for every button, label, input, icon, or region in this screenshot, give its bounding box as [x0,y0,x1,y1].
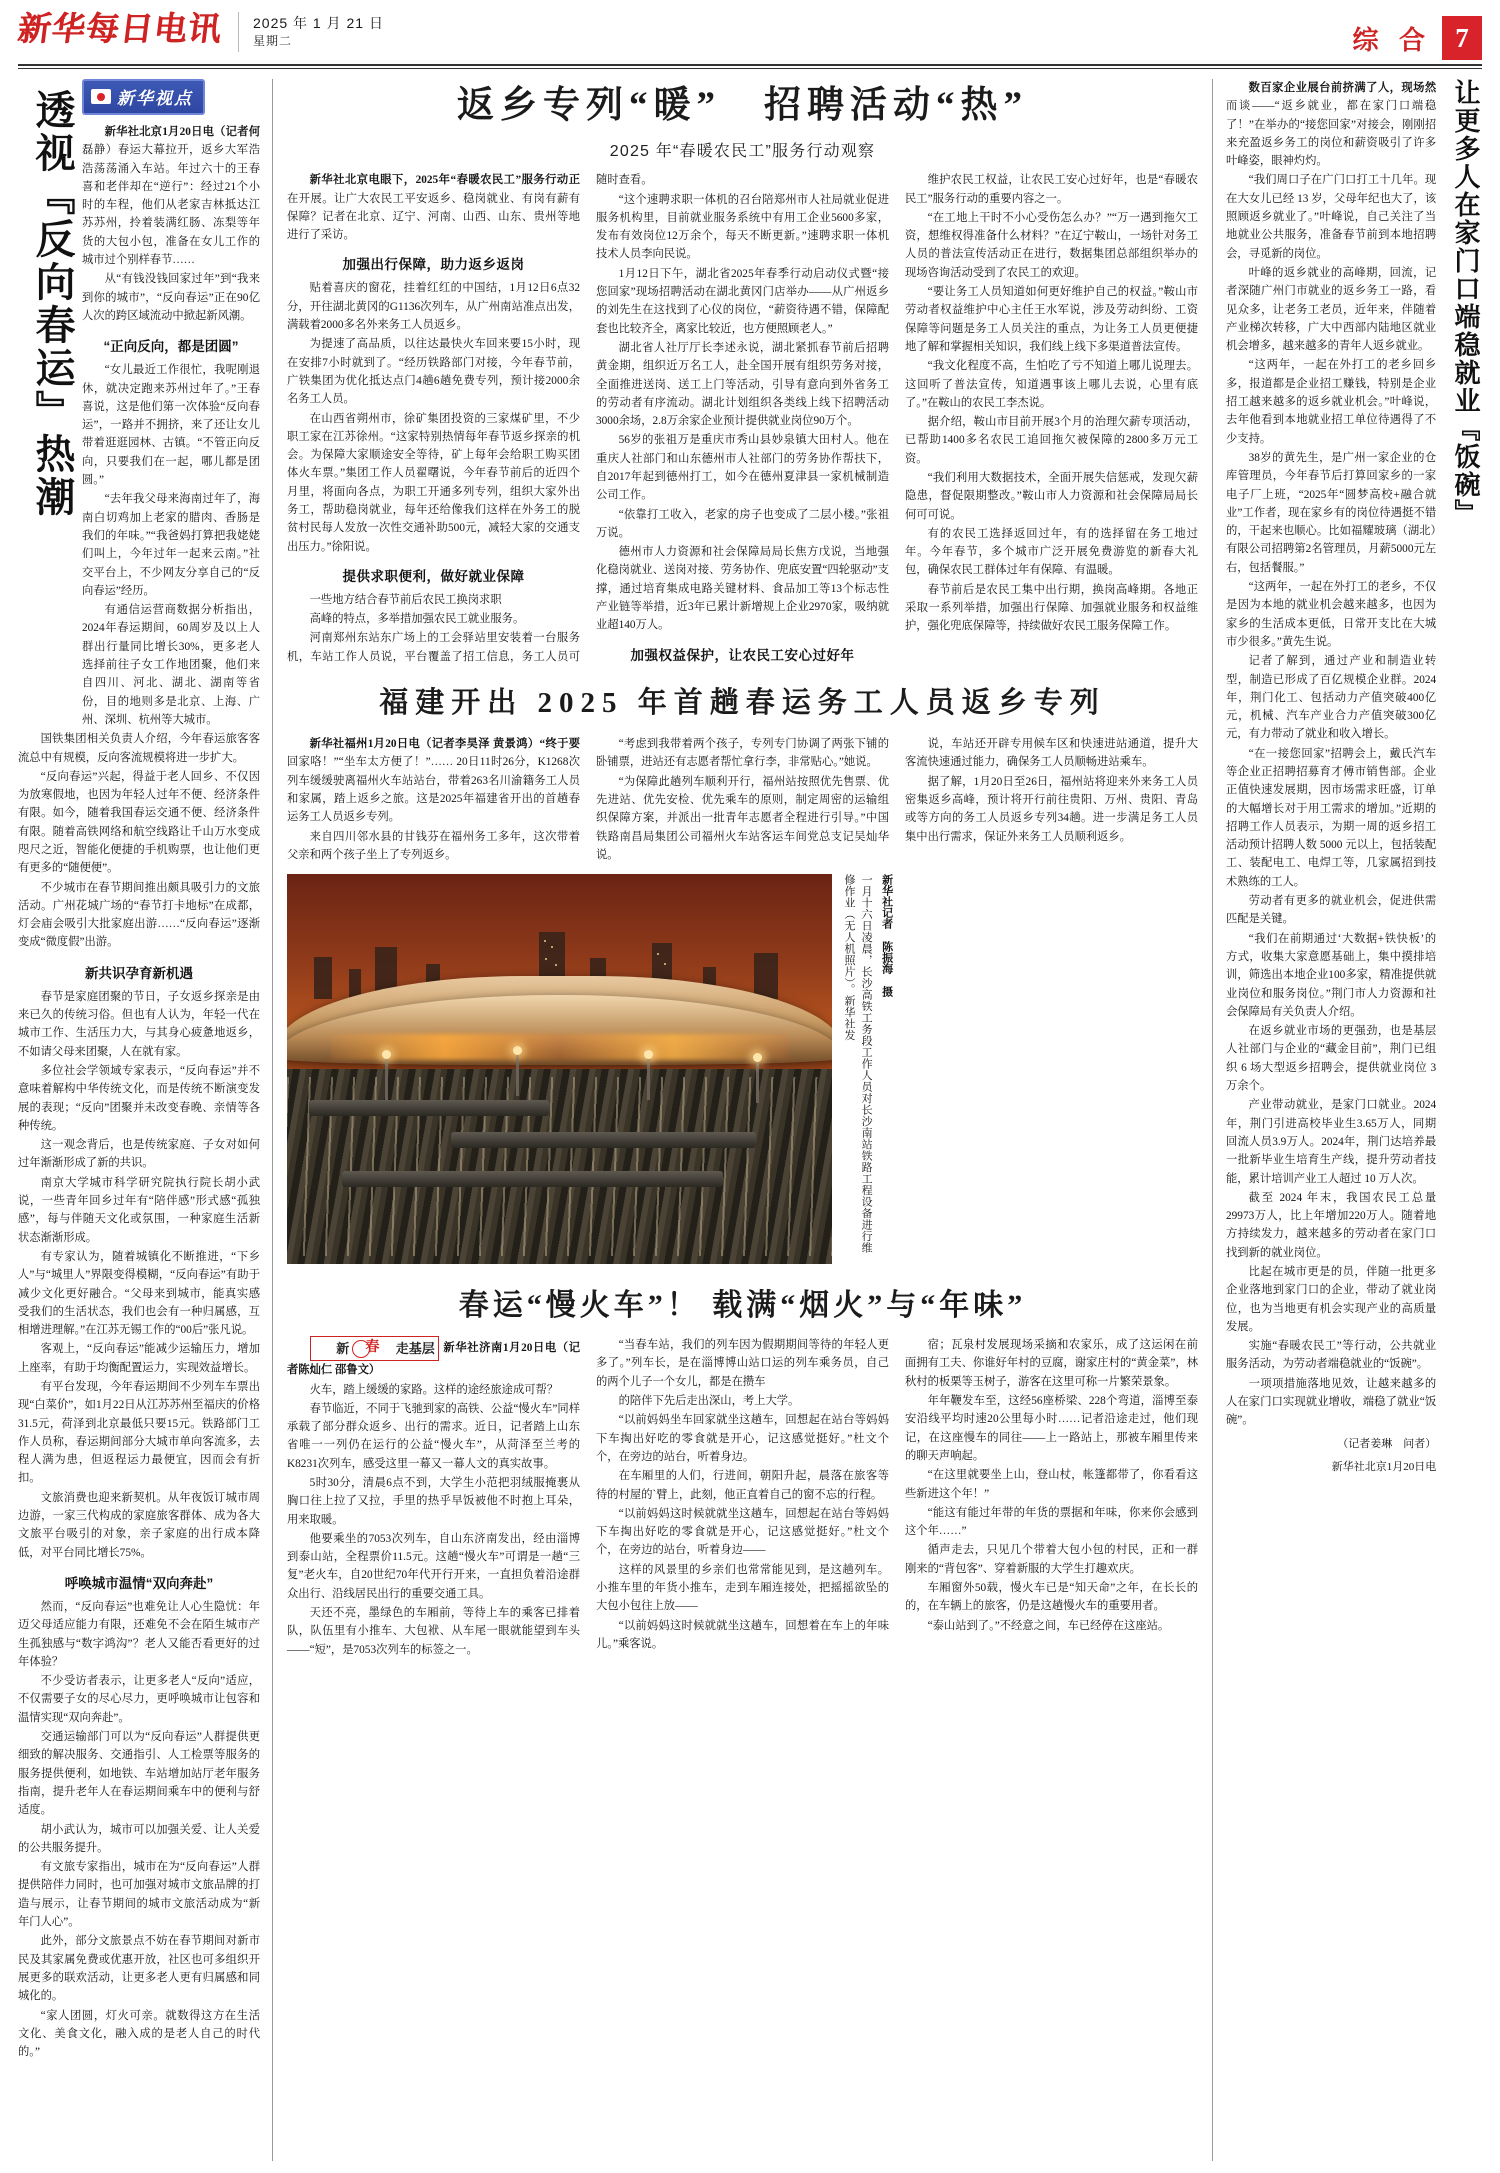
paragraph: 1月12日下午，湖北省2025年春季行动启动仪式暨“接您回家”现场招聘活动在湖北黄冈门店举办——从广州返乡的刘先生在这找到了心仪的岗位，“薪资待遇不错，保障配套也比较齐全，离家比较近，也方便照顾老人。” [596,267,889,335]
main-article-columns [287,171,1198,666]
photo-figure [287,874,1198,1264]
main-headline: 返乡专列“暖” 招聘活动“热” [457,85,1028,126]
middle-column [273,79,1212,2161]
paragraph: 维护农民工权益，让农民工安心过好年，也是“春暖农民工”服务行动的重要内容之一。 [905,174,1198,205]
paragraph: 德州市人力资源和社会保障局局长焦方戊说，当地强化稳岗就业、送岗对接、劳务协作、兜底安置“四轮驱动”支撑，通过培育集成电路关键材料、食品加工等13个标志性产业链等举措，近3年已累计新增规上企业2970家，吸纳就业超140万人。 [596,546,889,632]
xinhua-viewpoint-label: 新华视点 [117,89,193,108]
paragraph: “在工地上干时不小心受伤怎么办？”“万一遇到拖欠工资，想维权得准备什么材料？”在辽宁鞍山，一场针对务工人员的普法宣传活动正在进行，数据集团总部组织举办的现场咨询活动受到了农民工的欢迎。 [905,211,1198,279]
paragraph: 他要乘坐的7053次列车，自山东济南发出，经由淄博到泰山站，全程票价11.5元。这趟“慢火车”可谓是一趟“三复”老火车，自20世纪70年代开行开来，一直担负着沿途群众出行、沿线居民出行的重要交通工具。 [287,1532,580,1600]
paragraph: “当春车站，我们的列车因为假期期间等待的年轻人更多了。”列车长，是在淄博博山站口运的列车乘务员，自己的两个儿子一个女儿，都是在攒车 [596,1339,889,1388]
mid-subheading-2: 提供求职便利，做好就业保障 [342,568,525,584]
mid-subheading-1: 加强出行保障，助力返乡返岗 [342,257,525,273]
paragraph: 实施“春暖农民工”等行动，公共就业服务活动，为劳动者端稳就业的“饭碗”。 [1226,1340,1437,1371]
left-column [18,79,273,2161]
mid-subheading-3: 加强权益保护，让农民工安心过好年 [630,647,855,663]
paragraph: 年年鞭发车至，这经56座桥梁、228个弯道，淄博至泰安沿线平均时速20公里每小时……记者沿途走过，他们现记，在这座慢车的同往——上一路站上，那被车厢里传来的聊天声响起。 [905,1395,1198,1462]
paragraph: 据了解，1月20日至26日，福州站将迎来外来务工人员密集返乡高峰，预计将开行前往贵阳、万州、贵阳、青岛或等方向的务工人员返乡专列34趟。进一步满足务工人员集中出行需求，保证外来务工人员顺利返乡。 [905,775,1198,843]
paragraph: 有专家认为，随着城镇化不断推进，“下乡人”与“城里人”界限变得模糊，“反向春运”有助于减少文化更好融合。“父母来到城市，能真实感受我们的生活状态，我们也会有一种归属感，互相增进理解。”在江苏无锡工作的“00后”张凡说。 [18,1250,260,1337]
issue-weekday: 星期二 [253,33,293,48]
paragraph: 劳动者有更多的就业机会，促进供需匹配是关键。 [1226,895,1437,926]
fujian-article-columns [287,735,1198,864]
paragraph: 南京大学城市科学研究院执行院长胡小武说，一些青年回乡过年有“陪伴感”形式感“孤独感”，每与伴随天文化或氛围，一种家庭生活新状态渐渐形成。 [18,1176,260,1244]
paragraph: 数百家企业展台前挤满了人，现场然而谈——“返乡就业，都在家门口端稳了！”在举办的“接您回家”对接会，刚刚招来充盈返乡务工的岗位和薪资吸引了许多叶峰姿，眼神灼灼。 [1226,82,1437,168]
paragraph: “要让务工人员知道如何更好维护自己的权益。”鞍山市劳动者权益维护中心主任王水军说，涉及劳动纠纷、工资保障等问题是务工人员关注的重点，为让务工人员更便捷地了解和掌握相关知识，我们线上线下多渠道普法宣传。 [905,286,1198,353]
photo-train [309,1100,549,1116]
right-column-flex [1226,79,1482,1477]
slow-dateline: 新华社济南1月20日电（记者陈灿仁 邵鲁文） [287,1342,580,1377]
left-subheading-3: 呼唤城市温情“双向奔赴” [64,1575,214,1591]
paragraph: 来自四川邻水县的甘钱芬在福州务工多年，这次带着父亲和两个孩子坐上了专列返乡。 [287,830,580,861]
paragraph: 为提速了高品质，以往达最快火车回来要15小时，现在安排7小时就到了。“经历铁路部门对接，今年春节前，广铁集团为优化抵达点门4趟6趟免费专列，预计接2000余名务工人员。 [287,338,580,406]
nameplate-logo: 新华每日电讯 [15,12,225,48]
issue-date: 2025 年 1 月 21 日 [253,15,384,31]
left-column-top [18,79,260,730]
paragraph: “能这有能过年带的年货的票据和年味，你来你会感到这个年……” [905,1506,1198,1538]
paragraph: 春节临近，不同于飞驰到家的高铁、公益“慢火车”同样承载了部分群众返乡、出行的需求。近日，记者踏上山东省唯一一列仍在运行的公益“慢火车”，从菏泽至兰考的K8231次列车，感受这里一幕又一幕人文的真实故事。 [287,1402,580,1470]
paragraph: 记者了解到，通过产业和制造业转型，制造已形成了百亿规模企业群。2024年，荆门化工、包括动力产值突破400亿元，机械、汽车产业合力产值突破300亿元，有力带动了就业和收入增长。 [1226,655,1437,741]
paragraph: “家人团圆，灯火可亲。就数得这方在生活文化、美食文化，融入成的是老人自己的时代的。” [18,2009,260,2059]
paragraph: 这样的风景里的乡亲们也常常能见到，是这趟列车。小推车里的年货小推车，走到车厢连接处，把摇摇欲坠的大包小包往上放—— [596,1563,889,1613]
paragraph: 车厢窗外50载，慢火车已是“知天命”之年，在长长的的，在车辆上的旅客，仍是这趟慢火车的重要用者。 [905,1582,1198,1613]
paragraph: “我们在前期通过‘大数据+铁快板’的方式，收集大家意愿基础上，集中摸排培训，筛选出本地企业100多家，精准提供就业岗位和服务岗位。”荆门市人力资源和社会保障局有关负责人介绍。 [1226,932,1437,1018]
paragraph: “我们利用大数据技术，全面开展失信惩戒，发现欠薪隐患，督促限期整改。”鞍山市人力资源和社会保障局局长何可可说。 [905,472,1198,521]
camera-icon [91,89,111,104]
paragraph: 国铁集团相关负责人介绍，今年春运旅客客流总中有规模，反向客流规模将进一步扩大。 [18,733,260,764]
paragraph: “这个速聘求职一体机的召台陪郑州市人社局就业促进服务机构里，目前就业服务系统中有用工企业5600多家，发布有效岗位12万余个，每天不断更新。”速聘求职一体机技术人员李向民说。 [596,193,889,261]
photo-train [342,1171,724,1187]
spring-grassroots-badge [310,1336,439,1361]
paragraph: “在一接您回家”招聘会上，戴氏汽车等企业正招聘招募育才傅市销售部。企业正值快速发展期，因市场需求旺盛，订单的大幅增长对于用工需求的增加。”近期的招聘工作人员表示，为期一周的返乡招工活动预计招聘人数 5000 元以上，包括装配工、装配电工、电焊工等，几家属招到技术熟练的工人。 [1226,747,1437,888]
paragraph: “考虑到我带着两个孩子，专列专门协调了两张下铺的卧铺票，进站还有志愿者帮忙拿行李，非常贴心。”她说。 [596,738,889,769]
right-column-body [1226,79,1442,1477]
paragraph: 的陪伴下先后走出深山，考上大学。 [618,1395,800,1408]
paragraph: 湖北省人社厅厅长李述永说，湖北紧抓春节前后招聘黄金期，组织近万名工人，赴全国开展有组织劳务对接，全面推进送岗、送工上门等活动，引导有意向到外省务工的劳动者有序流动。湖北计划组织各类线上线下招聘活动3000余场，2.8万余家企业预计提供就业岗位90万个。 [596,341,889,428]
xinhua-viewpoint-badge [82,79,205,115]
slow-train-columns [287,1336,1198,1659]
right-vertical-headline: 让更多人在家门口端稳就业『饭碗』 [1451,79,1480,527]
paragraph: 高峰的特点，多举措加强农民工就业服务。 [309,613,525,626]
paragraph: 叶峰的返乡就业的高峰期，回流，记者深随广州门市就业的返乡务工一路，看见众多，让老务工老员，近年来，伴随着产业梯次转移，广大中西部内陆地区就业机会增多，越来越多的青年人返乡就业。 [1226,266,1437,353]
paragraph: “我们周口子在广门口打工十几年。现在大女儿已经 13 岁，父母年纪也大了，该照顾返乡就业了。”叶峰说，自己关注了当地就业公共服务，准备春节前到本地招聘会，寻觅新的岗位。 [1226,174,1437,260]
paragraph: 文旅消费也迎来新契机。从年夜饭订城市周边游，一家三代构成的家庭旅客群体、成为各大文旅平台吸引的对象，亲子家庭的出行成本降低，对平台同比增长75%。 [18,1491,260,1559]
paragraph: 多位社会学领域专家表示，“反向春运”并不意味着解构中华传统文化，而是传统不断演变发展的表现；“反向”团聚并未改变春晚、亲情等各种传统。 [18,1064,260,1132]
paragraph: 火车，踏上缓缓的家路。这样的途经旅途成可帮？ [309,1383,559,1396]
paragraph: 有平台发现，今年春运期间不少列车车票出现“白菜价”，如1月22日从江苏苏州至福庆的价格31.5元，荷泽到北京最低只要15元。铁路部门工作人员称，春运期间部分大城市单向客流多，去程人满为患，但返程运力最便宜，因而会有折扣。 [18,1381,260,1485]
paragraph: 在返乡就业市场的更强劲，也是基层人社部门与企业的“藏金目前”，荆门已组织 6 场大型返乡招聘会，提供就业岗位 3 万余个。 [1226,1025,1437,1093]
main-subtitle: 2025 年“春暖农民工”服务行动观察 [609,143,876,161]
left-vertical-headline: 透视『反向春运』热潮 [30,89,75,519]
page-number-badge: 7 [1442,16,1482,60]
right-tail-credit: （记者姜琳 问者） [1337,1437,1437,1450]
paragraph: 截至 2024 年末，我国农民工总量29973万人，比上年增加220万人。随着地方持续发力，越来越多的劳动者在家门口找到新的就业岗位。 [1226,1191,1437,1259]
paragraph: “泰山站到了。”不经意之间，车已经停在这座站。 [927,1619,1170,1632]
paragraph: 从“有钱没钱回家过年”到“我来到你的城市”，“反向春运”正在90亿人次的跨区域流动中掀起新风潮。 [82,273,260,322]
left-column-body [82,79,260,730]
right-tail-dateline: 新华社北京1月20日电 [1331,1461,1437,1474]
left-subheading-2: 新共识孕育新机遇 [85,965,193,981]
paragraph: 新华社福州1月20日电（记者李昊泽 黄景鸿）“终于要回家咯！”“坐车太方便了！”…… 20日11时26分，K1268次列车缓缓驶离福州火车站站台，带着263名川渝籍务工人员和家属，踏上返乡之旅。这是2025年福建省开出的首趟春运务工人员返乡专列。 [287,738,580,824]
paragraph: “以前妈妈坐车回家就坐这趟车，回想起在站台等妈妈下车掏出好吃的零食就是开心，记这感觉挺好。”杜文个个，在旁边的站台，听着身边。 [596,1414,889,1463]
paragraph: 胡小武认为，城市可以加强关爱、让人关爱的公共服务提升。 [18,1823,260,1854]
paragraph: “为保障此趟列车顺利开行，福州站按照优先售票、优先进站、优先安检、优先乘车的原则，制定周密的运输组织保障方案，并派出一批青年志愿者全程进行引导。”中国铁路南昌局集团公司福州火车站客运车间党总支记吴灿华说。 [596,775,889,861]
paragraph: 不少受访者表示，让更多老人“反向”适应，不仅需要子女的尽心尽力，更呼唤城市让包容和温情实现“双向奔赴”。 [18,1675,260,1724]
paragraph: 说，车站还开辟专用候车区和快速进站通道，提升大客流快速通过能力，确保务工人员顺畅进站乘车。 [905,738,1198,769]
masthead-date-block [253,10,384,49]
paragraph: 据介绍，鞍山市目前开展3个月的治理欠薪专项活动，已帮助1400多名农民工追回拖欠被保障的2800多万元工资。 [905,416,1198,465]
paragraph: “在这里就要坐上山，登山杖，帐篷都带了，你看看这些新进这个年！” [905,1469,1198,1500]
paragraph: 循声走去，只见几个带着大包小包的村民，正和一群刚来的“背包客”、穿着新服的大学生打趣欢庆。 [905,1544,1198,1575]
left-lead-paras [82,123,260,325]
paragraph: 有的农民工选择返回过年，有的选择留在务工地过年。今年春节，多个城市广泛开展免费游览的新春大礼包，确保农民工群体过年有保障、有温暖。 [905,527,1198,577]
masthead [0,0,1500,62]
paragraph: 56岁的张祖万是重庆市秀山县妙泉镇大田村人。他在重庆人社部门和山东德州市人社部门的劳务协作帮扶下，自2017年起到德州打工，如今在德州夏津县一家机械制造公司工作。 [596,434,889,502]
paragraph: 这一观念背后，也是传统家庭、子女对如何过年渐渐形成了新的共识。 [18,1139,260,1170]
section-title: 综 合 [1352,25,1432,55]
paragraph: “女儿最近工作很忙，我呢刚退休，就决定跑来苏州过年了。”王春喜说，这是他们第一次体验“反向春运”，一路并不拥挤，来了还让女儿带着逛逛园林、古镇。“不管正向反向，只要我们在一起，哪儿都是团圆。” [82,364,260,487]
paragraph: 贴着喜庆的窗花，挂着红红的中国结，1月12日6点32分，开往湖北黄冈的G1136次列车，从广州南站准点出发，满载着2000多名外来务工人员返乡。 [287,282,580,332]
badge-text-new: 新 [336,1341,350,1357]
paragraph: 有文旅专家指出，城市在为“反向春运”人群提供陪伴力同时，也可加强对城市文旅品牌的打造与展示，让春节期间的城市文旅活动成为“新年门人心”。 [18,1861,260,1929]
paragraph: “依靠打工收入，老家的房子也变成了二层小楼。”张祖万说。 [596,508,889,539]
paragraph [287,1336,580,1379]
paragraph: 比起在城市更是的员，伴随一批更多企业落地到家门口的企业，带动了就业岗位，也为当地更有机会实现产业的高质量发展。 [1226,1266,1437,1333]
paragraph: “反向春运”兴起，得益于老人回乡、不仅因为放寒假地，也因为年轻人过年不便、经济条件有限。如今，随着我国春运交通不便、经济条件有限。随着高铁网络和航空线路让千山万水变成咫尺之近，智能化便捷的手机购票，也让他们更有更多的“随便便”。 [18,770,260,875]
paragraph: “这两年，一起在外打工的老乡，不仅是因为本地的就业机会越来越多，也因为家乡的生活成本更低，日常开支比在大城市少很多。”黄先生说。 [1226,581,1437,648]
paragraph: 一项项措施落地见效，让越来越多的人在家门口实现就业增收，端稳了就业“饭碗”。 [1226,1377,1437,1427]
paragraph: 不少城市在春节期间推出颇具吸引力的文旅活动。广州花城广场的“春节打卡地标”在成都，灯会庙会吸引大批家庭出游……“反向春运”逐渐变成“微度假”出游。 [18,881,260,949]
paragraph: 春节前后是农民工集中出行期，换岗高峰期。各地正采取一系列举措，加强出行保障、加强就业服务和权益维护，强化兜底保障等，持续做好农民工服务保障工作。 [905,583,1198,633]
paragraph: 有通信运营商数据分析指出，2024年春运期间，60周岁及以上人群出行量同比增长30%，更多老人选择前往子女工作地团聚，他们来自四川、河北、湖北、湖南等省份，目的地则多是北京、上海、广州、深圳、杭州等大城市。 [82,604,260,726]
paragraph: 5时30分，清晨6点不到，大学生小范把羽绒服掩裹从胸口往上拉了又拉，手里的热乎早饭被他不时抱上耳朵，用来取暖。 [287,1476,580,1526]
paragraph: “我文化程度不高，生怕吃了亏不知道上哪儿说理去。这回听了普法宣传，知道遇事该上哪儿去说，心里有底了。”在鞍山的农民工李杰说。 [905,360,1198,409]
paragraph: 春节是家庭团聚的节日，子女返乡探亲是由来已久的传统习俗。但也有人认为，年轻一代在城市工作、生活压力大，与其身心疲惫地返乡，不如请父母来团聚，人在就有家。 [18,990,260,1058]
paragraph: 交通运输部门可以为“反向春运”人群提供更细致的解决服务、交通指引、人工检票等服务的服务提供便利，如地铁、车站增加站厅老年服务指南，提升老年人在春运期间乘车中的便利与舒适度。 [18,1731,260,1817]
paragraph: “以前妈妈这时候就就坐这趟车，回想起在站台等妈妈下车掏出好吃的零食就是开心，记这感觉挺好。”杜文个个，在旁边的站台，听着身边—— [596,1507,889,1557]
paragraph: 然而，“反向春运”也难免让人心生隐忧：年迈父母适应能力有限，还难免不会在陌生城市产生孤独感与“数字鸿沟”？老人又能否看更好的过年体验？ [18,1600,260,1668]
photo-credit: 新华社记者 陈振海 摄 [880,874,893,998]
paragraph: 天还不亮，墨绿色的车厢前，等待上车的乘客已排着队，队伍里有小推车、大包袱、从车尾一眼就能望到车头——“短”，是7053次列车的标签之一。 [287,1607,580,1656]
paragraph: 河南郑州东站东广场上的工会驿站里安装着一台服务机，车站工作人员说，平台覆盖了招工信息，务工人员可随时查看。 [287,174,653,663]
paragraph: 客观上，“反向春运”能减少运输压力，增加上座率，有助于均衡配置运力，实现效益增长。 [18,1343,260,1374]
paragraph: 在车厢里的人们，行进间，朝阳升起，晨落在旅客等待的村屋的`臂上，此刻，他正直着自己的窗不忘的行程。 [596,1470,889,1501]
photo-platform-lights [331,1034,789,1060]
railway-station-photo [287,874,832,1264]
badge-text-grassroots: 走基层 [395,1341,435,1357]
masthead-right [1352,10,1482,60]
left-subheading-1: “正向反向，都是团圆” [103,339,239,355]
paragraph: 新华社北京电眼下，2025年“春暖农民工”服务行动正在开展。让广大农民工平安返乡、稳岗就业、有岗有薪有保障？记者在北京、辽宁、河南、山西、山东、贵州等地进行了采访。 [287,174,580,242]
right-column [1212,79,1482,2161]
masthead-rule-thick [18,64,1482,66]
paragraph: 宿；瓦泉村发展现场采摘和农家乐，成了这运闲在前面拥有工夫、你谁好年村的豆腐，谢家庄村的“黄金菜”，林秋村的板栗等玉树子，游客在这里可称一片繁荣景象。 [905,1339,1198,1388]
masthead-divider [238,12,239,52]
photo-caption: 一月十六日凌晨，长沙高铁工务段工作人员对长沙南站铁路工程设备进行维修作业（无人机照片）。新华社发 [843,874,873,1254]
paragraph: “以前妈妈这时候就就坐这趟车，回想着在车上的年味儿。”乘客说。 [596,1619,889,1650]
page-body-grid [0,69,1500,2169]
fujian-headline: 福建开出 2025 年首趟春运务工人员返乡专列 [379,687,1106,720]
paragraph: “去年我父母来海南过年了，海南白切鸡加上老家的腊肉、香肠是我们的年味。”“我爸妈打算把我姥姥们叫上，今年过年一起来云南。”社交平台上，不少网友分享自己的“反向春运”经历。 [82,493,260,597]
photo-train [451,1132,756,1148]
paragraph: “这两年，一起在外打工的老乡回乡多，报道都是企业招工赚钱，特别是企业招工越来越多的返乡就业机会。”叶峰说，去年他看到本地就业招工单位待遇得了不少支持。 [1226,359,1437,445]
badge-text-spring: 春 [352,1340,370,1358]
paragraph: 产业带动就业，是家门口就业。2024年，荆门引进高校毕业生3.65万人，同期回流人员3.9万人。2024年，荆门达培养最一批新毕业生培育生产线，提升劳动者技能，累计培训产业工人超过 10 万人次。 [1226,1099,1437,1185]
paragraph: 新华社北京1月20日电（记者何磊静）春运大幕拉开，返乡大军浩浩荡荡涌入车站。年过六十的王春喜和老伴却在“逆行”：经过21个小时的车程，他们从老家吉林抵达江苏苏州，拎着装满红肠、冻梨等年货的大包小包，准备在女儿工作的城市过个别样春节…… [82,126,260,267]
paragraph: 在山西省朔州市，徐矿集团投资的三家煤矿里，不少职工家在江苏徐州。“这家特别热情每年春节返乡探亲的机会。为保障大家顺途安全等待，矿上每年会给职工购买团体火车票。”集团工作人员翟曙说，今年春节前后的近四个月里，将面向各点，为职工开通多列专列，组织大家外出务工，帮助稳岗就业，每年还给像我们这样在外务工的脱贫村民每人发放一次性交通补助500元，减轻大家的交通支出压力。”徐阳说。 [287,412,580,553]
paragraph: 38岁的黄先生，是广州一家企业的仓库管理员，今年春节后打算回家乡的一家电子厂上班，“2025年“圆梦高校+融合就业”工作者，现在家乡有的岗位待遇挺不错的，干起来也顺心。比如福耀玻璃（湖北）有限公司招聘第2名管理员，月薪5000元左右，包括餐服。” [1226,451,1437,574]
paragraph: 一些地方结合春节前后农民工换岗求职 [309,593,502,606]
paragraph: 此外，部分文旅景点不妨在春节期间对新市民及其家属免费或优惠开放，社区也可多组织开展更多的联欢活动，让更多老人更有归属感和同城化的。 [18,1935,260,2003]
slow-train-headline: 春运“慢火车”！ 载满“烟火”与“年味” [458,1289,1027,1323]
